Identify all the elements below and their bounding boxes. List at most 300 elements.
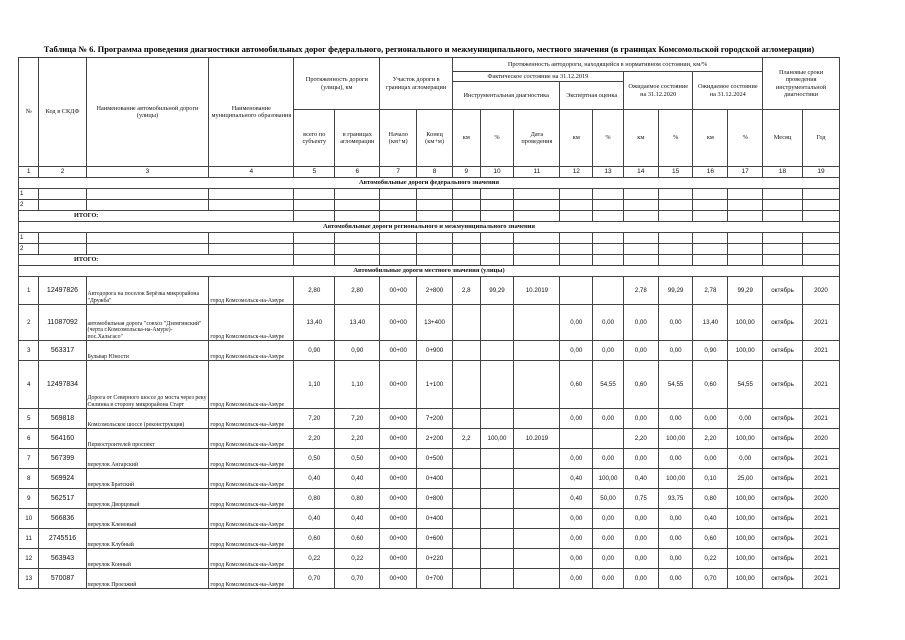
total-row	[19, 255, 840, 266]
instrumental-pct	[480, 489, 514, 509]
row-number: 10	[19, 509, 39, 529]
expected-2020-km: 0,00	[623, 549, 658, 569]
expected-2024-pct: 100,00	[728, 429, 763, 449]
expected-2020-km: 0,00	[623, 569, 658, 589]
expected-2020-km: 0,00	[623, 341, 658, 361]
planned-month: октябрь	[763, 469, 803, 489]
planned-year: 2021	[803, 549, 840, 569]
empty-cell	[803, 189, 840, 200]
length-total: 0,90	[294, 341, 335, 361]
table-body	[19, 167, 840, 589]
expert-pct: 0,00	[593, 509, 624, 529]
expected-2024-pct: 99,29	[728, 277, 763, 305]
expected-2020-pct: 0,00	[658, 409, 693, 429]
empty-cell	[380, 189, 417, 200]
planned-year: 2021	[803, 409, 840, 429]
expert-pct	[593, 429, 624, 449]
planned-month: октябрь	[763, 409, 803, 429]
section-start: 00+00	[380, 509, 417, 529]
expert-km: 0,00	[560, 569, 593, 589]
column-number: 2	[39, 167, 86, 178]
empty-cell	[480, 244, 514, 255]
instrumental-km	[452, 489, 480, 509]
empty-cell	[86, 233, 209, 244]
empty-cell	[728, 233, 763, 244]
road-name: автомобильная дорога "совхоз "Дземгинский" (черта г.Комсомольска-на-Амуре)-пос.Хальгасо"	[86, 305, 209, 341]
instrumental-km	[452, 409, 480, 429]
length-total: 0,80	[294, 489, 335, 509]
empty-cell	[803, 244, 840, 255]
road-name: переулок Братский	[86, 469, 209, 489]
empty-cell	[452, 244, 480, 255]
diagnostics-table	[18, 57, 840, 589]
instrumental-pct	[480, 509, 514, 529]
planned-month: октябрь	[763, 529, 803, 549]
header-road-name: Наименование автомобильной дороги (улицы)	[86, 58, 209, 167]
header-start: Начало (км+м)	[380, 110, 417, 167]
section-title: Автомобильные дороги регионального и межмуниципального значения	[19, 222, 840, 233]
length-agglomeration: 0,40	[335, 469, 380, 489]
header-expected-2024: Ожидаемое состояние на 31.12.2024	[693, 72, 763, 110]
empty-cell	[294, 244, 335, 255]
road-code: 567399	[39, 449, 86, 469]
empty-cell	[209, 200, 294, 211]
row-number: 4	[19, 361, 39, 409]
expected-2024-km: 0,00	[693, 449, 728, 469]
header-total-subject: всего по субъекту	[294, 110, 335, 167]
expected-2020-km: 0,00	[623, 529, 658, 549]
section-end: 0+500	[417, 449, 453, 469]
municipality: город Комсомольск-на-Амуре	[209, 449, 294, 469]
length-agglomeration: 1,10	[335, 361, 380, 409]
section-end: 2+200	[417, 429, 453, 449]
empty-cell	[560, 200, 593, 211]
table-title: Таблица № 6. Программа проведения диагностики автомобильных дорог федерального, регионального и межмуниципального, местного значения (в границах Комсомольской городской агломерации)	[43, 44, 815, 54]
municipality: город Комсомольск-на-Амуре	[209, 509, 294, 529]
expected-2024-pct: 100,00	[728, 305, 763, 341]
section-start: 00+00	[380, 429, 417, 449]
road-code: 563317	[39, 341, 86, 361]
expert-km: 0,00	[560, 409, 593, 429]
expected-2024-km: 0,80	[693, 489, 728, 509]
header-year: Год	[803, 110, 840, 167]
length-agglomeration: 0,80	[335, 489, 380, 509]
header-month: Месяц	[763, 110, 803, 167]
length-total: 0,40	[294, 509, 335, 529]
empty-cell	[560, 211, 593, 222]
length-total: 7,20	[294, 409, 335, 429]
empty-cell	[417, 211, 453, 222]
instrumental-pct	[480, 529, 514, 549]
length-agglomeration: 0,50	[335, 449, 380, 469]
road-name: переулок Ангарский	[86, 449, 209, 469]
section-end: 0+220	[417, 549, 453, 569]
instrumental-date	[514, 341, 560, 361]
expected-2024-km: 0,70	[693, 569, 728, 589]
road-code: 566836	[39, 509, 86, 529]
expert-pct: 0,00	[593, 409, 624, 429]
planned-year: 2021	[803, 341, 840, 361]
empty-cell	[803, 200, 840, 211]
table-row	[19, 529, 840, 549]
length-total: 0,40	[294, 469, 335, 489]
row-number: 5	[19, 409, 39, 429]
expected-2020-km: 0,40	[623, 469, 658, 489]
empty-cell	[452, 233, 480, 244]
empty-cell	[417, 244, 453, 255]
row-number: 1	[19, 189, 39, 200]
road-code: 12497834	[39, 361, 86, 409]
empty-cell	[417, 233, 453, 244]
expected-2020-km: 0,00	[623, 509, 658, 529]
instrumental-date	[514, 509, 560, 529]
row-number: 8	[19, 469, 39, 489]
empty-cell	[763, 189, 803, 200]
document-page	[18, 44, 840, 589]
planned-year: 2020	[803, 489, 840, 509]
header-km: км	[560, 110, 593, 167]
expected-2020-pct: 99,29	[658, 277, 693, 305]
empty-cell	[728, 200, 763, 211]
empty-cell	[728, 255, 763, 266]
planned-year: 2020	[803, 277, 840, 305]
empty-cell	[514, 233, 560, 244]
empty-cell	[560, 233, 593, 244]
section-end: 0+400	[417, 509, 453, 529]
empty-cell	[560, 189, 593, 200]
planned-year: 2021	[803, 449, 840, 469]
empty-cell	[480, 189, 514, 200]
length-agglomeration: 0,40	[335, 509, 380, 529]
instrumental-km: 2,8	[452, 277, 480, 305]
empty-cell	[693, 189, 728, 200]
empty-cell	[335, 189, 380, 200]
expert-pct	[593, 277, 624, 305]
header-pct: %	[728, 110, 763, 167]
road-name: Первостроителей проспект	[86, 429, 209, 449]
expert-pct: 0,00	[593, 305, 624, 341]
empty-cell	[417, 200, 453, 211]
planned-year: 2021	[803, 305, 840, 341]
empty-cell	[803, 211, 840, 222]
header-end: Конец (км+м)	[417, 110, 453, 167]
empty-cell	[209, 189, 294, 200]
empty-cell	[658, 233, 693, 244]
expert-pct: 0,00	[593, 449, 624, 469]
empty-cell	[623, 211, 658, 222]
column-number: 3	[86, 167, 209, 178]
header-pct: %	[593, 110, 624, 167]
length-total: 2,20	[294, 429, 335, 449]
road-code: 569818	[39, 409, 86, 429]
length-total: 13,40	[294, 305, 335, 341]
instrumental-pct	[480, 305, 514, 341]
instrumental-pct	[480, 549, 514, 569]
empty-cell	[658, 189, 693, 200]
table-row	[19, 549, 840, 569]
section-end: 2+800	[417, 277, 453, 305]
empty-cell	[294, 255, 335, 266]
empty-cell	[763, 255, 803, 266]
instrumental-date	[514, 449, 560, 469]
section-row-regional	[19, 222, 840, 233]
length-agglomeration: 0,60	[335, 529, 380, 549]
road-code: 562517	[39, 489, 86, 509]
expected-2020-pct: 0,00	[658, 569, 693, 589]
section-end: 7+200	[417, 409, 453, 429]
empty-cell	[480, 255, 514, 266]
expected-2020-pct: 100,00	[658, 469, 693, 489]
empty-cell	[623, 233, 658, 244]
empty-cell	[380, 244, 417, 255]
empty-row	[19, 189, 840, 200]
section-end: 1+100	[417, 361, 453, 409]
expected-2020-km: 0,60	[623, 361, 658, 409]
empty-cell	[803, 255, 840, 266]
empty-cell	[452, 200, 480, 211]
municipality: город Комсомольск-на-Амуре	[209, 569, 294, 589]
planned-year: 2021	[803, 569, 840, 589]
empty-cell	[658, 211, 693, 222]
expert-km	[560, 277, 593, 305]
section-end: 0+700	[417, 569, 453, 589]
empty-cell	[560, 244, 593, 255]
row-number: 2	[19, 200, 39, 211]
table-row	[19, 305, 840, 341]
length-agglomeration: 2,20	[335, 429, 380, 449]
expected-2020-pct: 0,00	[658, 529, 693, 549]
row-number: 7	[19, 449, 39, 469]
empty-cell	[623, 200, 658, 211]
expert-pct: 0,00	[593, 529, 624, 549]
empty-cell	[693, 233, 728, 244]
header-normative: Протяженность автодороги, находящейся в нормативном состоянии, км/%	[452, 58, 762, 72]
instrumental-km	[452, 449, 480, 469]
expert-pct: 0,00	[593, 569, 624, 589]
column-number: 19	[803, 167, 840, 178]
empty-cell	[335, 255, 380, 266]
column-number: 4	[209, 167, 294, 178]
expected-2024-pct: 54,55	[728, 361, 763, 409]
empty-cell	[335, 244, 380, 255]
instrumental-km: 2,2	[452, 429, 480, 449]
expected-2020-pct: 93,75	[658, 489, 693, 509]
empty-cell	[335, 233, 380, 244]
empty-cell	[514, 189, 560, 200]
municipality: город Комсомольск-на-Амуре	[209, 469, 294, 489]
length-agglomeration: 0,90	[335, 341, 380, 361]
road-name: Дорога от Северного шоссе до моста через реку Силинка в сторону микрорайона Старт	[86, 361, 209, 409]
instrumental-pct: 99,29	[480, 277, 514, 305]
empty-cell	[294, 233, 335, 244]
empty-cell	[514, 211, 560, 222]
municipality: город Комсомольск-на-Амуре	[209, 341, 294, 361]
expected-2020-pct: 0,00	[658, 305, 693, 341]
empty-cell	[763, 200, 803, 211]
expert-km: 0,00	[560, 341, 593, 361]
empty-cell	[335, 211, 380, 222]
empty-cell	[209, 233, 294, 244]
empty-cell	[380, 233, 417, 244]
empty-row	[19, 200, 840, 211]
expected-2024-km: 0,60	[693, 361, 728, 409]
planned-month: октябрь	[763, 305, 803, 341]
empty-cell	[593, 233, 624, 244]
expected-2024-pct: 100,00	[728, 529, 763, 549]
section-end: 0+400	[417, 469, 453, 489]
road-code: 12497826	[39, 277, 86, 305]
planned-year: 2021	[803, 361, 840, 409]
header-km: км	[623, 110, 658, 167]
length-total: 0,70	[294, 569, 335, 589]
length-agglomeration: 0,70	[335, 569, 380, 589]
section-start: 00+00	[380, 549, 417, 569]
empty-cell	[693, 244, 728, 255]
municipality: город Комсомольск-на-Амуре	[209, 489, 294, 509]
empty-cell	[693, 255, 728, 266]
expert-km: 0,40	[560, 489, 593, 509]
expected-2020-km: 2,78	[623, 277, 658, 305]
expected-2024-km: 13,40	[693, 305, 728, 341]
planned-month: октябрь	[763, 429, 803, 449]
expert-pct: 54,55	[593, 361, 624, 409]
empty-cell	[803, 233, 840, 244]
header-km: км	[452, 110, 480, 167]
expected-2024-km: 0,90	[693, 341, 728, 361]
length-total: 1,10	[294, 361, 335, 409]
empty-cell	[209, 244, 294, 255]
length-agglomeration: 13,40	[335, 305, 380, 341]
column-number: 1	[19, 167, 39, 178]
empty-cell	[593, 255, 624, 266]
empty-cell	[623, 244, 658, 255]
road-name: переулок Конный	[86, 549, 209, 569]
instrumental-date	[514, 529, 560, 549]
column-number: 8	[417, 167, 453, 178]
section-title: Автомобильные дороги местного значения (улицы)	[19, 266, 840, 277]
road-code: 564160	[39, 429, 86, 449]
expected-2020-pct: 100,00	[658, 429, 693, 449]
expected-2024-pct: 0,00	[728, 409, 763, 429]
empty-cell	[39, 244, 86, 255]
table-row	[19, 409, 840, 429]
empty-cell	[86, 244, 209, 255]
empty-cell	[86, 189, 209, 200]
road-name: Бульвар Юности	[86, 341, 209, 361]
empty-cell	[728, 244, 763, 255]
expected-2024-km: 2,20	[693, 429, 728, 449]
instrumental-pct	[480, 361, 514, 409]
instrumental-date	[514, 469, 560, 489]
instrumental-date	[514, 549, 560, 569]
column-number: 13	[593, 167, 624, 178]
empty-cell	[658, 255, 693, 266]
row-number: 13	[19, 569, 39, 589]
empty-cell	[593, 244, 624, 255]
section-start: 00+00	[380, 469, 417, 489]
header-num: №	[19, 58, 39, 167]
table-row	[19, 361, 840, 409]
column-number: 15	[658, 167, 693, 178]
row-number: 11	[19, 529, 39, 549]
road-name: переулок Дворцовый	[86, 489, 209, 509]
instrumental-date: 10.2019	[514, 429, 560, 449]
row-number: 9	[19, 489, 39, 509]
road-code: 569924	[39, 469, 86, 489]
row-number: 2	[19, 244, 39, 255]
table-row	[19, 341, 840, 361]
expert-km: 0,60	[560, 361, 593, 409]
instrumental-date	[514, 305, 560, 341]
length-agglomeration: 2,80	[335, 277, 380, 305]
empty-cell	[514, 200, 560, 211]
empty-row	[19, 244, 840, 255]
row-number: 1	[19, 277, 39, 305]
column-numbers-row	[19, 167, 840, 178]
instrumental-km	[452, 305, 480, 341]
length-agglomeration: 0,22	[335, 549, 380, 569]
road-code: 570087	[39, 569, 86, 589]
instrumental-date	[514, 569, 560, 589]
road-code: 11087092	[39, 305, 86, 341]
row-number: 2	[19, 305, 39, 341]
empty-cell	[380, 200, 417, 211]
planned-month: октябрь	[763, 509, 803, 529]
planned-month: октябрь	[763, 549, 803, 569]
empty-cell	[294, 211, 335, 222]
table-row	[19, 489, 840, 509]
section-start: 00+00	[380, 489, 417, 509]
empty-cell	[593, 189, 624, 200]
expected-2024-pct: 0,00	[728, 449, 763, 469]
empty-cell	[480, 211, 514, 222]
length-total: 0,60	[294, 529, 335, 549]
road-name: Автодорога на поселок Берёзка микрорайона "Дружба"	[86, 277, 209, 305]
instrumental-pct	[480, 569, 514, 589]
empty-cell	[623, 189, 658, 200]
expected-2024-pct: 100,00	[728, 341, 763, 361]
instrumental-km	[452, 529, 480, 549]
empty-cell	[380, 211, 417, 222]
instrumental-km	[452, 569, 480, 589]
header-in-agglomeration: в границах агломерации	[335, 110, 380, 167]
road-code: 2745516	[39, 529, 86, 549]
table-row	[19, 449, 840, 469]
column-number: 5	[294, 167, 335, 178]
header-pct: %	[480, 110, 514, 167]
column-number: 17	[728, 167, 763, 178]
header-instrumental: Инструментальная диагностика	[452, 82, 559, 110]
empty-cell	[480, 200, 514, 211]
planned-month: октябрь	[763, 569, 803, 589]
expert-km: 0,00	[560, 549, 593, 569]
empty-cell	[335, 200, 380, 211]
table-row	[19, 469, 840, 489]
empty-cell	[763, 211, 803, 222]
municipality: город Комсомольск-на-Амуре	[209, 277, 294, 305]
section-start: 00+00	[380, 277, 417, 305]
total-label: ИТОГО:	[19, 211, 294, 222]
empty-cell	[417, 189, 453, 200]
row-number: 6	[19, 429, 39, 449]
instrumental-km	[452, 509, 480, 529]
expert-km: 0,00	[560, 449, 593, 469]
instrumental-pct	[480, 469, 514, 489]
empty-cell	[728, 211, 763, 222]
length-total: 0,22	[294, 549, 335, 569]
section-start: 00+00	[380, 529, 417, 549]
expected-2020-km: 0,00	[623, 305, 658, 341]
